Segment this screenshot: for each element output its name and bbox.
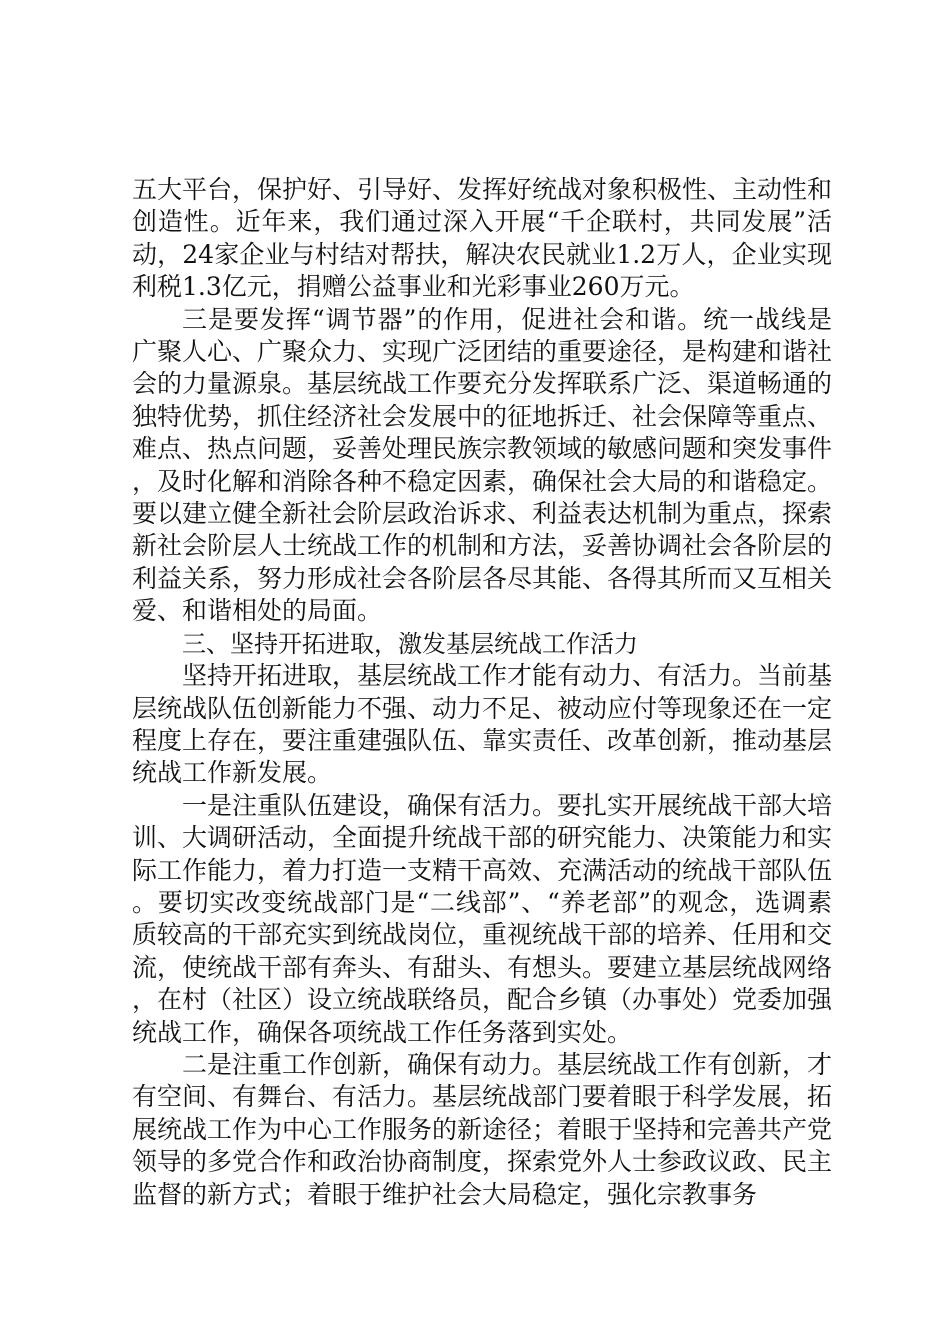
document-page xyxy=(132,174,832,1211)
body-paragraph-1: 五大平台，保护好、引导好、发挥好统战对象积极性、主动性和创造性。近年来，我们通过深入开展“千企联村，共同发展”活动，24家企业与村结对帮扶，解决农民就业1.2万人，企业实现利税1.3亿元，捐赠公益事业和光彩事业260万元。 xyxy=(132,175,833,302)
body-paragraph-3: 坚持开拓进取，基层统战工作才能有动力、有活力。当前基层统战队伍创新能力不强、动力不足、被动应付等现象还在一定程度上存在，要注重建强队伍、靠实责任、改革创新，推动基层统战工作新发展。 xyxy=(132,661,833,788)
body-paragraph-2: 三是要发挥“调节器”的作用，促进社会和谐。统一战线是广聚人心、广聚众力、实现广泛团结的重要途径，是构建和谐社会的力量源泉。基层统战工作要充分发挥联系广泛、渠道畅通的独特优势，抓住经济社会发展中的征地拆迁、社会保障等重点、难点、热点问题，妥善处理民族宗教领域的敏感问题和突发事件，及时化解和消除各种不稳定因素，确保社会大局的和谐稳定。要以建立健全新社会阶层政治诉求、利益表达机制为重点，探索新社会阶层人士统战工作的机制和方法，妥善协调社会各阶层的利益关系，努力形成社会各阶层各尽其能、各得其所而又互相关爱、和谐相处的局面。 xyxy=(132,304,833,626)
body-paragraph-5: 二是注重工作创新，确保有动力。基层统战工作有创新，才有空间、有舞台、有活力。基层统战部门要着眼于科学发展，拓展统战工作为中心工作服务的新途径；着眼于坚持和完善共产党领导的多党合作和政治协商制度，探索党外人士参政议政、民主监督的新方式；着眼于维护社会大局稳定，强化宗教事务 xyxy=(132,1049,833,1209)
section-heading-3: 三、坚持开拓进取，激发基层统战工作活力 xyxy=(182,629,638,658)
body-paragraph-4: 一是注重队伍建设，确保有活力。要扎实开展统战干部大培训、大调研活动，全面提升统战干部的研究能力、决策能力和实际工作能力，着力打造一支精干高效、充满活动的统战干部队伍。要切实改变统战部门是“二线部”、“养老部”的观念，选调素质较高的干部充实到统战岗位，重视统战干部的培养、任用和交流，使统战干部有奔头、有甜头、有想头。要建立基层统战网络，在村（社区）设立统战联络员，配合乡镇（办事处）党委加强统战工作，确保各项统战工作任务落到实处。 xyxy=(132,790,833,1047)
